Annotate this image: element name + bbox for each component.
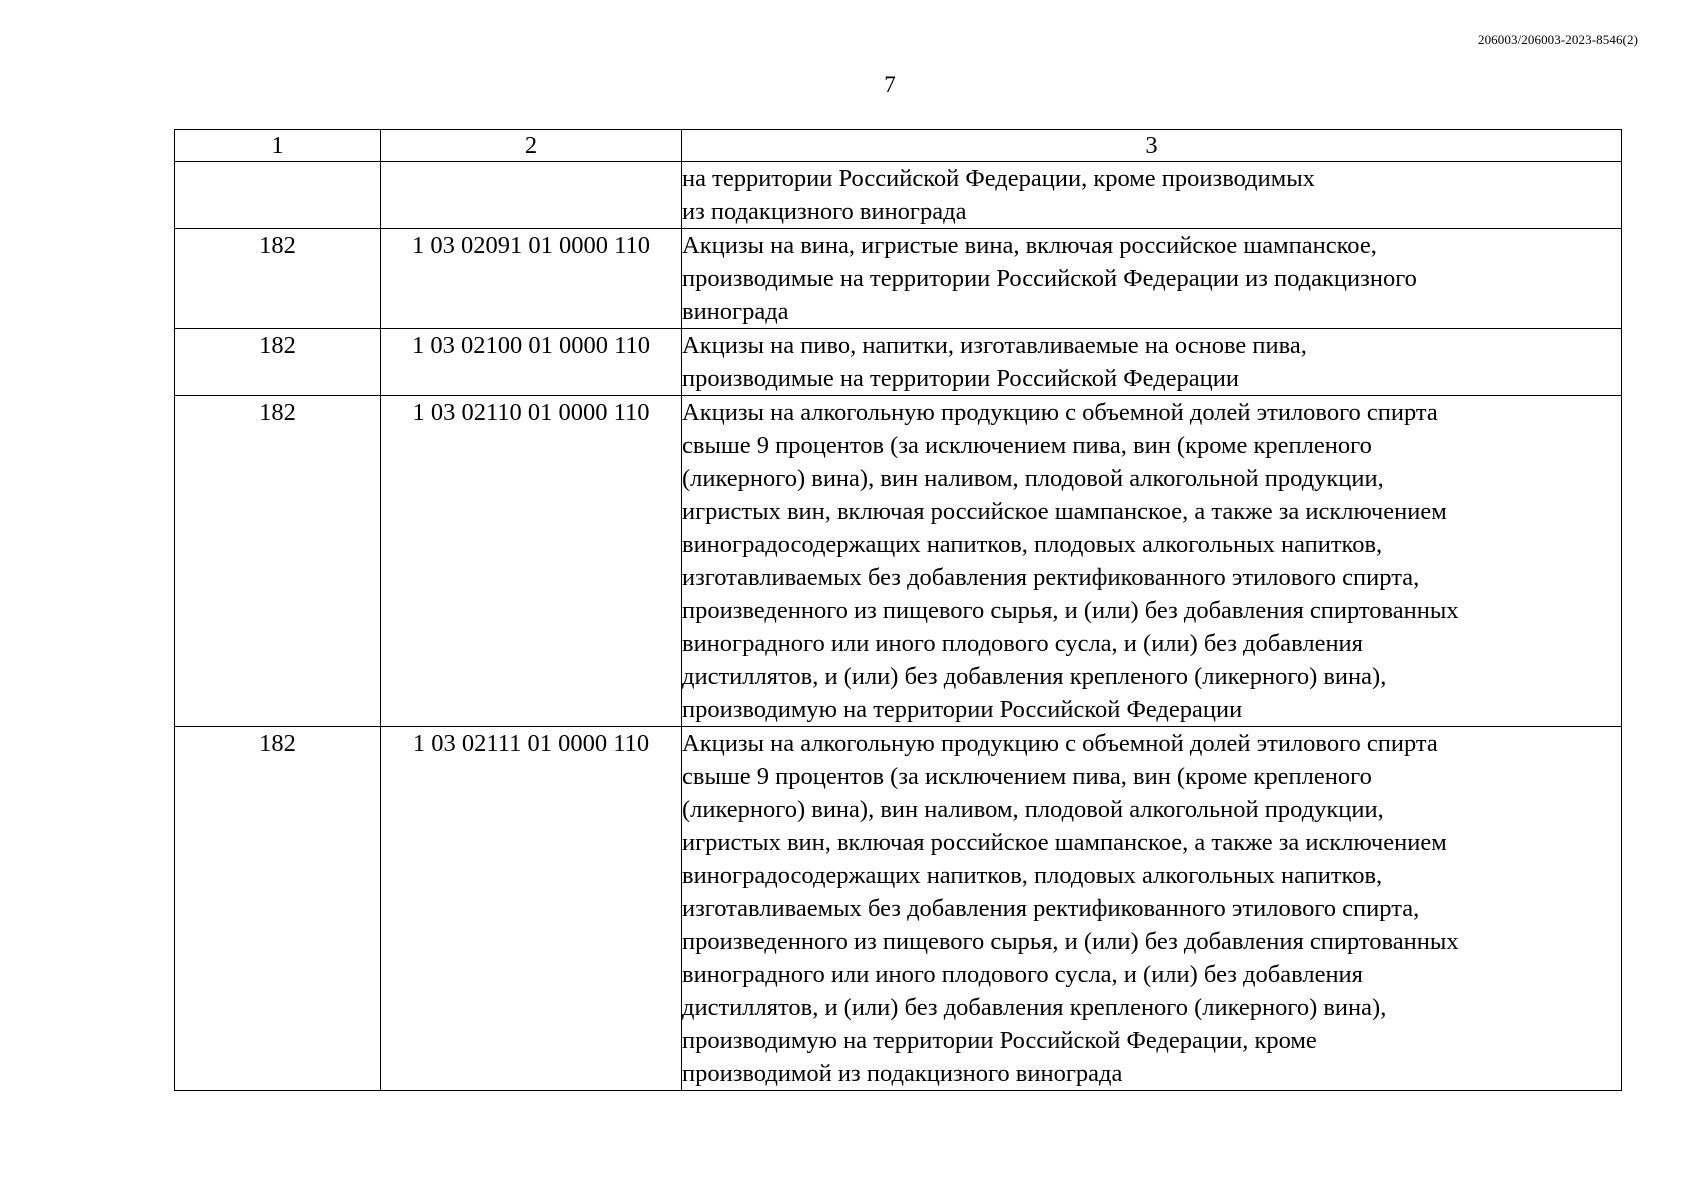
table-body [175, 162, 1622, 1091]
description-line: Акцизы на алкогольную продукцию с объемной долей этилового спирта [682, 399, 1438, 426]
description-line: виноградосодержащих напитков, плодовых алкогольных напитков, [682, 531, 1383, 558]
budget-classification-code-cell: 1 03 02091 01 0000 110 [381, 229, 682, 329]
page-number: 7 [884, 72, 896, 97]
table-row [175, 229, 1622, 329]
administrator-code-cell: 182 [175, 229, 381, 329]
description-line: (ликерного) вина), вин наливом, плодовой алкогольной продукции, [682, 465, 1384, 492]
revenue-description-cell [682, 396, 1622, 727]
description-line: дистиллятов, и (или) без добавления крепленого (ликерного) вина), [682, 663, 1387, 690]
description-line: Акцизы на алкогольную продукцию с объемной долей этилового спирта [682, 730, 1438, 757]
column-header-1: 1 [175, 130, 381, 162]
administrator-code-cell: 182 [175, 727, 381, 1091]
budget-classification-code-cell: 1 03 02111 01 0000 110 [381, 727, 682, 1091]
column-header-2: 2 [381, 130, 682, 162]
table-row [175, 162, 1622, 229]
revenue-description-cell [682, 229, 1622, 329]
description-line: Акцизы на вина, игристые вина, включая российское шампанское, [682, 232, 1377, 259]
description-line: винограда [682, 298, 789, 325]
description-line: виноградного или иного плодового сусла, и (или) без добавления [682, 630, 1363, 657]
table-row [175, 727, 1622, 1091]
description-line: изготавливаемых без добавления ректификованного этилового спирта, [682, 564, 1420, 591]
table-row [175, 396, 1622, 727]
description-line: Акцизы на пиво, напитки, изготавливаемые на основе пива, [682, 332, 1307, 359]
revenue-description-cell [682, 727, 1622, 1091]
description-line: произведенного из пищевого сырья, и (или) без добавления спиртованных [682, 928, 1459, 955]
description-line: игристых вин, включая российское шампанское, а также за исключением [682, 498, 1447, 525]
document-id: 206003/206003-2023-8546(2) [1477, 32, 1638, 47]
administrator-code-cell [175, 162, 381, 229]
description-line: дистиллятов, и (или) без добавления крепленого (ликерного) вина), [682, 994, 1387, 1021]
description-line: производимой из подакцизного винограда [682, 1060, 1123, 1087]
administrator-code-cell: 182 [175, 329, 381, 396]
description-line: из подакцизного винограда [682, 198, 967, 225]
description-line: изготавливаемых без добавления ректификованного этилового спирта, [682, 895, 1420, 922]
description-line: производимые на территории Российской Федерации [682, 365, 1239, 392]
header-row [175, 130, 1622, 162]
description-line: виноградосодержащих напитков, плодовых алкогольных напитков, [682, 862, 1383, 889]
table-row [175, 329, 1622, 396]
revenue-description-cell [682, 329, 1622, 396]
budget-codes-table [174, 129, 1622, 1091]
column-header-3: 3 [682, 130, 1622, 162]
budget-classification-code-cell: 1 03 02110 01 0000 110 [381, 396, 682, 727]
table-header [175, 130, 1622, 162]
description-line: производимую на территории Российской Федерации [682, 696, 1243, 723]
description-line: производимые на территории Российской Федерации из подакцизного [682, 265, 1417, 292]
budget-classification-code-cell: 1 03 02100 01 0000 110 [381, 329, 682, 396]
description-line: произведенного из пищевого сырья, и (или) без добавления спиртованных [682, 597, 1459, 624]
description-line: игристых вин, включая российское шампанское, а также за исключением [682, 829, 1447, 856]
description-line: производимую на территории Российской Федерации, кроме [682, 1027, 1317, 1054]
description-line: свыше 9 процентов (за исключением пива, вин (кроме крепленого [682, 432, 1372, 459]
budget-classification-code-cell [381, 162, 682, 229]
description-line: свыше 9 процентов (за исключением пива, вин (кроме крепленого [682, 763, 1372, 790]
revenue-description-cell [682, 162, 1622, 229]
administrator-code-cell: 182 [175, 396, 381, 727]
description-line: виноградного или иного плодового сусла, и (или) без добавления [682, 961, 1363, 988]
description-line: (ликерного) вина), вин наливом, плодовой алкогольной продукции, [682, 796, 1384, 823]
description-line: на территории Российской Федерации, кроме производимых [682, 165, 1315, 192]
